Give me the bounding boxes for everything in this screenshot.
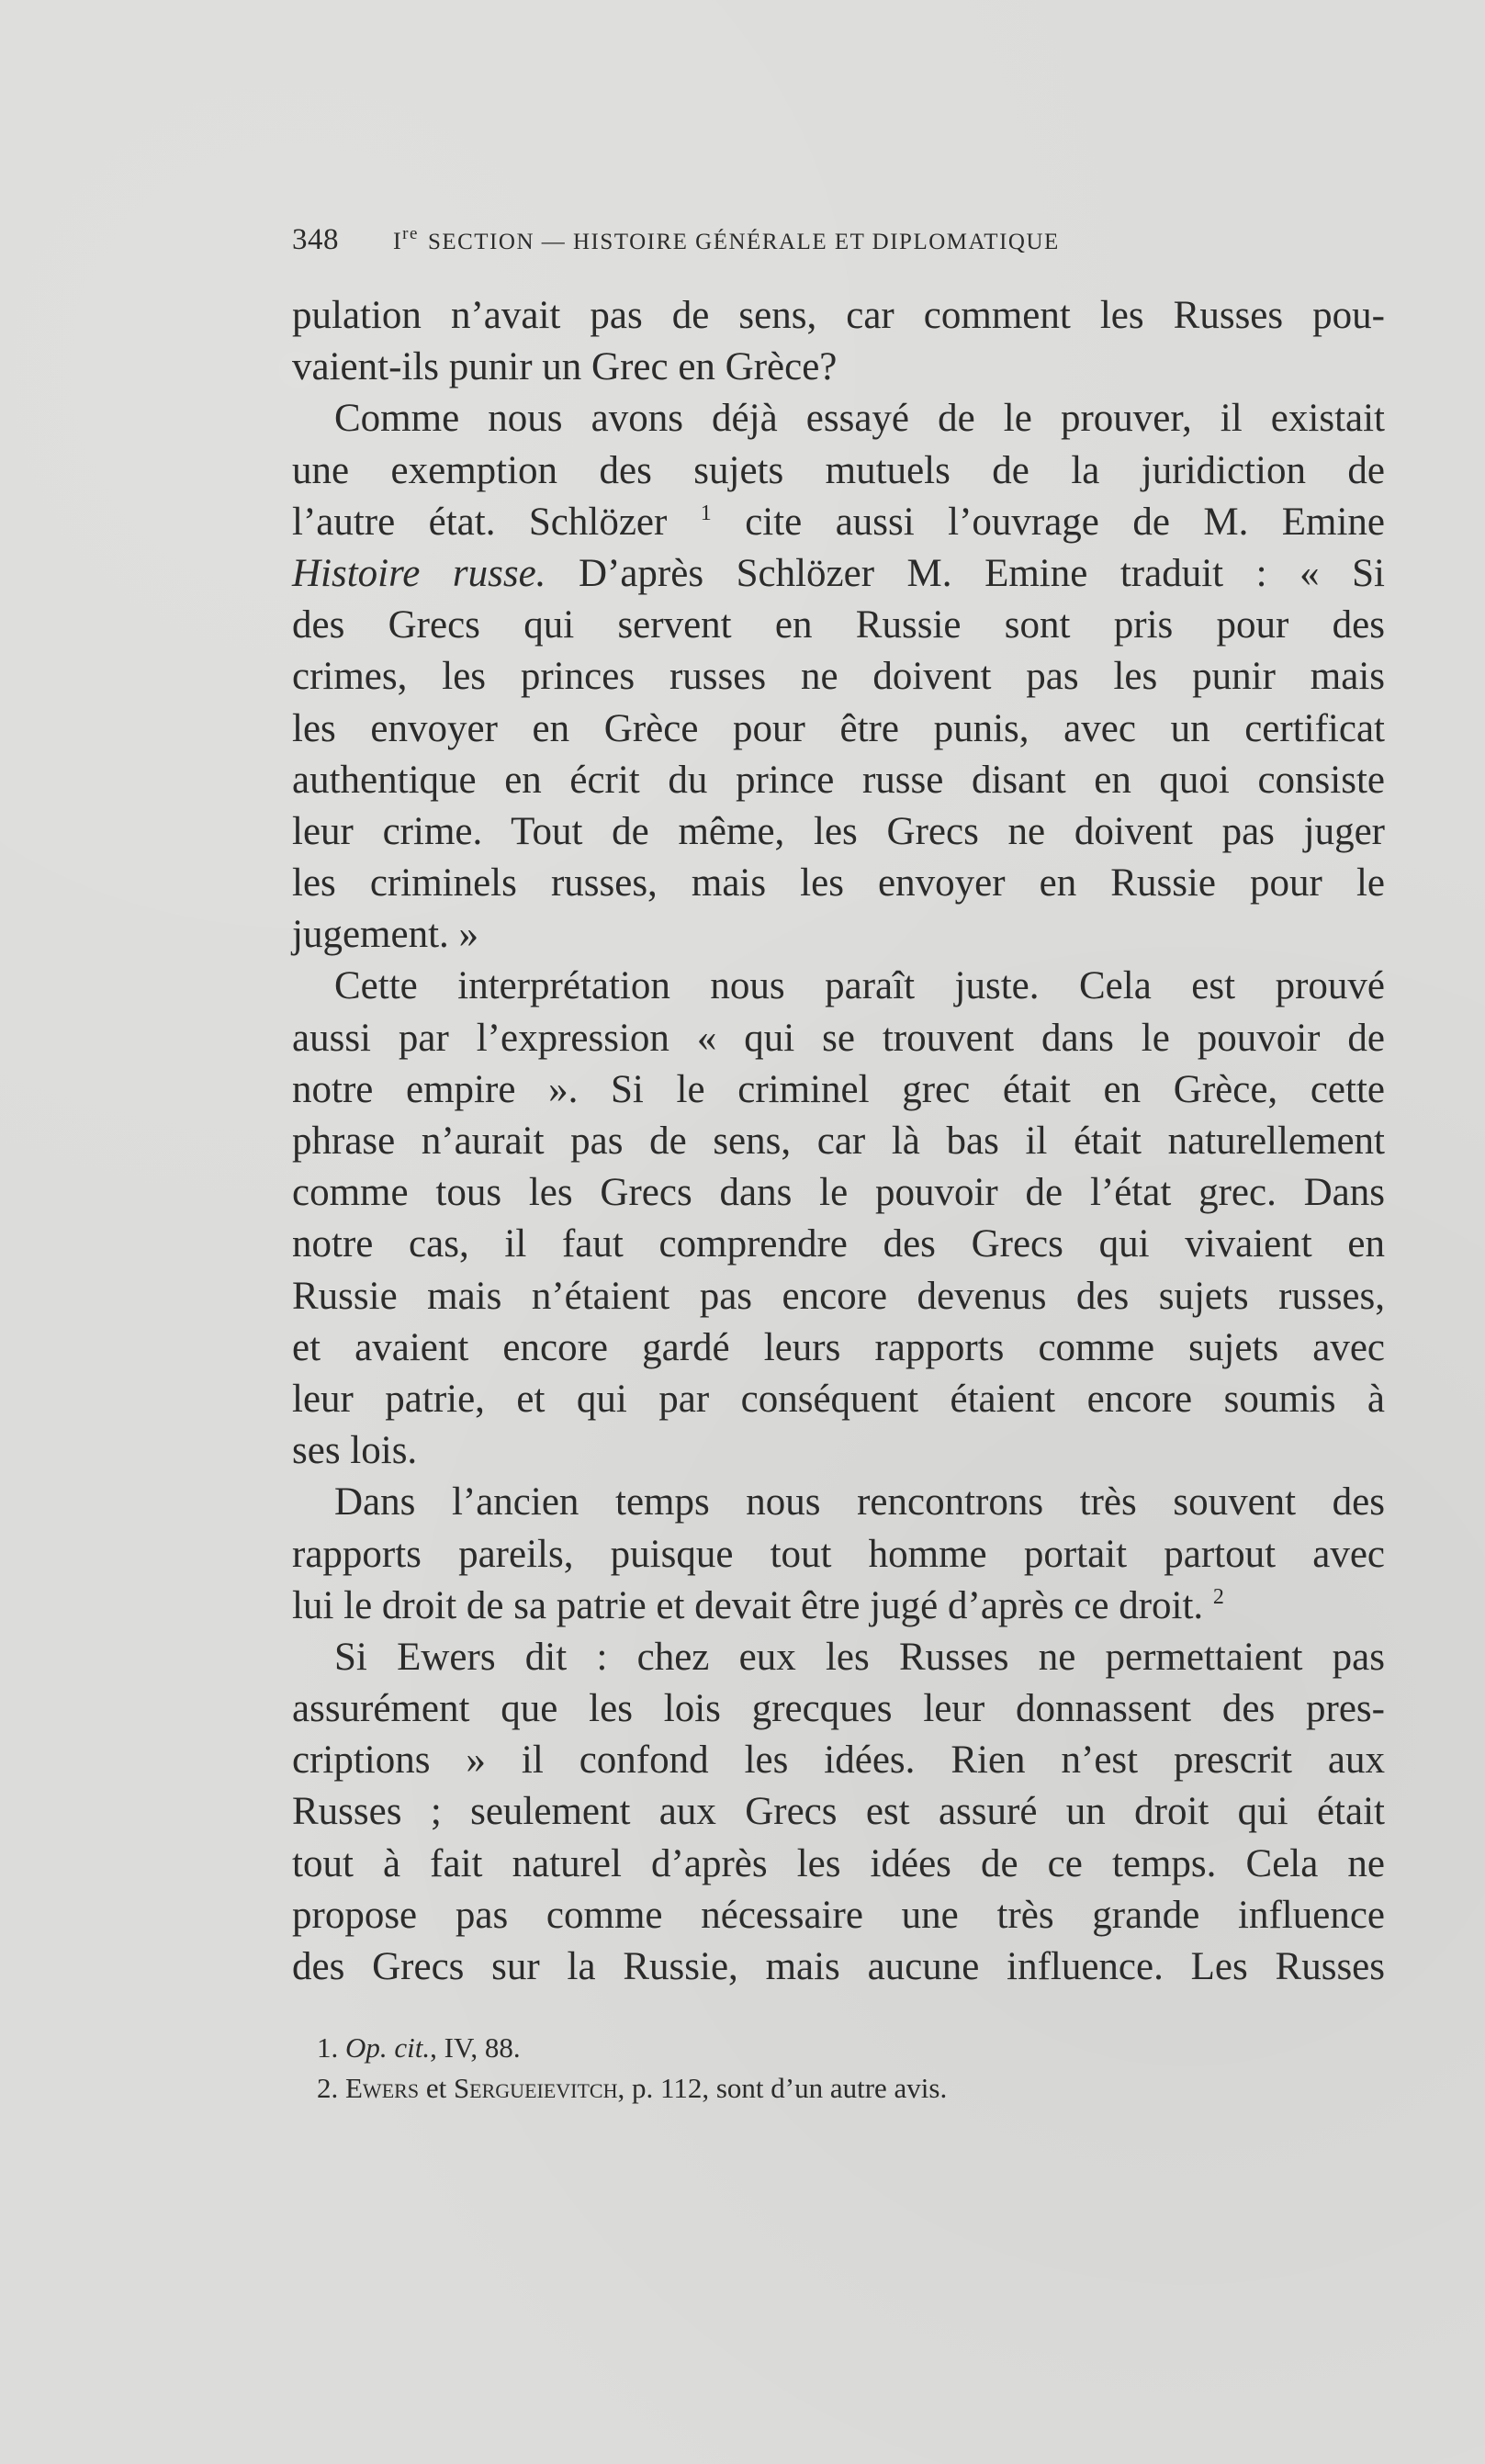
text-line: jugement. » xyxy=(292,913,479,957)
text-line: Comme nous avons déjà essayé de le prouver, il existait xyxy=(334,397,1385,441)
text-line: leur crime. Tout de même, les Grecs ne doivent pas juger xyxy=(292,809,1385,853)
footnote-2 xyxy=(317,2068,1401,2109)
page-number: 348 xyxy=(292,223,339,256)
text-line: rapports pareils, puisque tout homme portait partout avec xyxy=(292,1532,1385,1576)
text-line: Cette interprétation nous paraît juste. Cela est prouvé xyxy=(334,964,1385,1008)
text-line xyxy=(292,1581,1385,1632)
footnote-number: 1. xyxy=(317,2031,339,2064)
text-line: Si Ewers dit : chez eux les Russes ne permettaient pas xyxy=(334,1635,1385,1679)
footnote-text: , p. 112, sont d’un autre avis. xyxy=(617,2072,948,2104)
footnote-author: Sergueievitch xyxy=(453,2072,618,2104)
text-line: assurément que les lois grecques leur donnassent des pres- xyxy=(292,1687,1385,1731)
footnote-connector: et xyxy=(425,2072,447,2104)
footnote-text: , IV, 88. xyxy=(430,2031,521,2064)
footnote-ref-2: 2 xyxy=(1212,1584,1224,1609)
text-line: Russes ; seulement aux Grecs est assuré un droit qui était xyxy=(292,1790,1385,1834)
text-line: criptions » il confond les idées. Rien n’est prescrit aux xyxy=(292,1738,1385,1783)
footnote-number: 2. xyxy=(317,2072,339,2104)
text-line: authentique en écrit du prince russe disant en quoi consiste xyxy=(292,758,1385,802)
text-line: propose pas comme nécessaire une très grande influence xyxy=(292,1893,1385,1937)
text-line: notre cas, il faut comprendre des Grecs qui vivaient en xyxy=(292,1222,1385,1266)
text-line: Russie mais n’étaient pas encore devenus des sujets russes, xyxy=(292,1274,1385,1318)
text-line: les criminels russes, mais les envoyer en Russie pour le xyxy=(292,861,1385,906)
text-line: une exemption des sujets mutuels de la juridiction de xyxy=(292,448,1385,492)
footnote-ref-1: 1 xyxy=(700,501,712,525)
text-line: vaient-ils punir un Grec en Grèce? xyxy=(292,345,838,389)
text-line: notre empire ». Si le criminel grec était en Grèce, cette xyxy=(292,1067,1385,1111)
running-head xyxy=(292,223,1385,267)
text-line: Dans l’ancien temps nous rencontrons très souvent des xyxy=(334,1480,1385,1525)
text-line xyxy=(292,497,1385,548)
body-text xyxy=(292,290,1385,1993)
text-line: crimes, les princes russes ne doivent pas les punir mais xyxy=(292,655,1385,699)
text-line: comme tous les Grecs dans le pouvoir de l’état grec. Dans xyxy=(292,1171,1385,1215)
section-heading xyxy=(393,224,1060,255)
section-number: I xyxy=(393,228,403,254)
text-line: pulation n’avait pas de sens, car comment les Russes pou- xyxy=(292,294,1385,337)
footnote-citation: Op. cit. xyxy=(345,2031,431,2064)
text-line: leur patrie, et qui par conséquent étaient encore soumis à xyxy=(292,1377,1385,1421)
text-fragment: lui le droit de sa patrie et devait être jugé d’après ce droit. xyxy=(292,1583,1204,1627)
section-superscript: re xyxy=(402,224,419,243)
text-line: phrase n’aurait pas de sens, car là bas il était naturellement xyxy=(292,1119,1385,1163)
text-line: des Grecs sur la Russie, mais aucune influence. Les Russes xyxy=(292,1945,1385,1988)
text-line: des Grecs qui servent en Russie sont pris pour des xyxy=(292,603,1385,647)
text-line xyxy=(292,548,1385,600)
text-fragment: cite aussi l’ouvrage de M. Emine xyxy=(745,500,1385,544)
text-line: tout à fait naturel d’après les idées de ce temps. Cela ne xyxy=(292,1841,1385,1885)
text-fragment: l’autre état. Schlözer xyxy=(292,500,668,544)
text-line: les envoyer en Grèce pour être punis, avec un certificat xyxy=(292,706,1385,750)
text-line: ses lois. xyxy=(292,1429,418,1473)
text-fragment: D’après Schlözer M. Emine traduit : « Si xyxy=(578,551,1385,595)
footnote-author: Ewers xyxy=(345,2072,420,2104)
text-line: aussi par l’expression « qui se trouvent dans le pouvoir de xyxy=(292,1016,1385,1060)
section-title: SECTION — HISTOIRE GÉNÉRALE ET DIPLOMATIQUE xyxy=(427,230,1060,254)
text-line: et avaient encore gardé leurs rapports comme sujets avec xyxy=(292,1325,1385,1369)
footnote-1 xyxy=(317,2028,1401,2068)
book-title: Histoire russe. xyxy=(292,551,546,595)
footnotes xyxy=(317,2028,1401,2109)
